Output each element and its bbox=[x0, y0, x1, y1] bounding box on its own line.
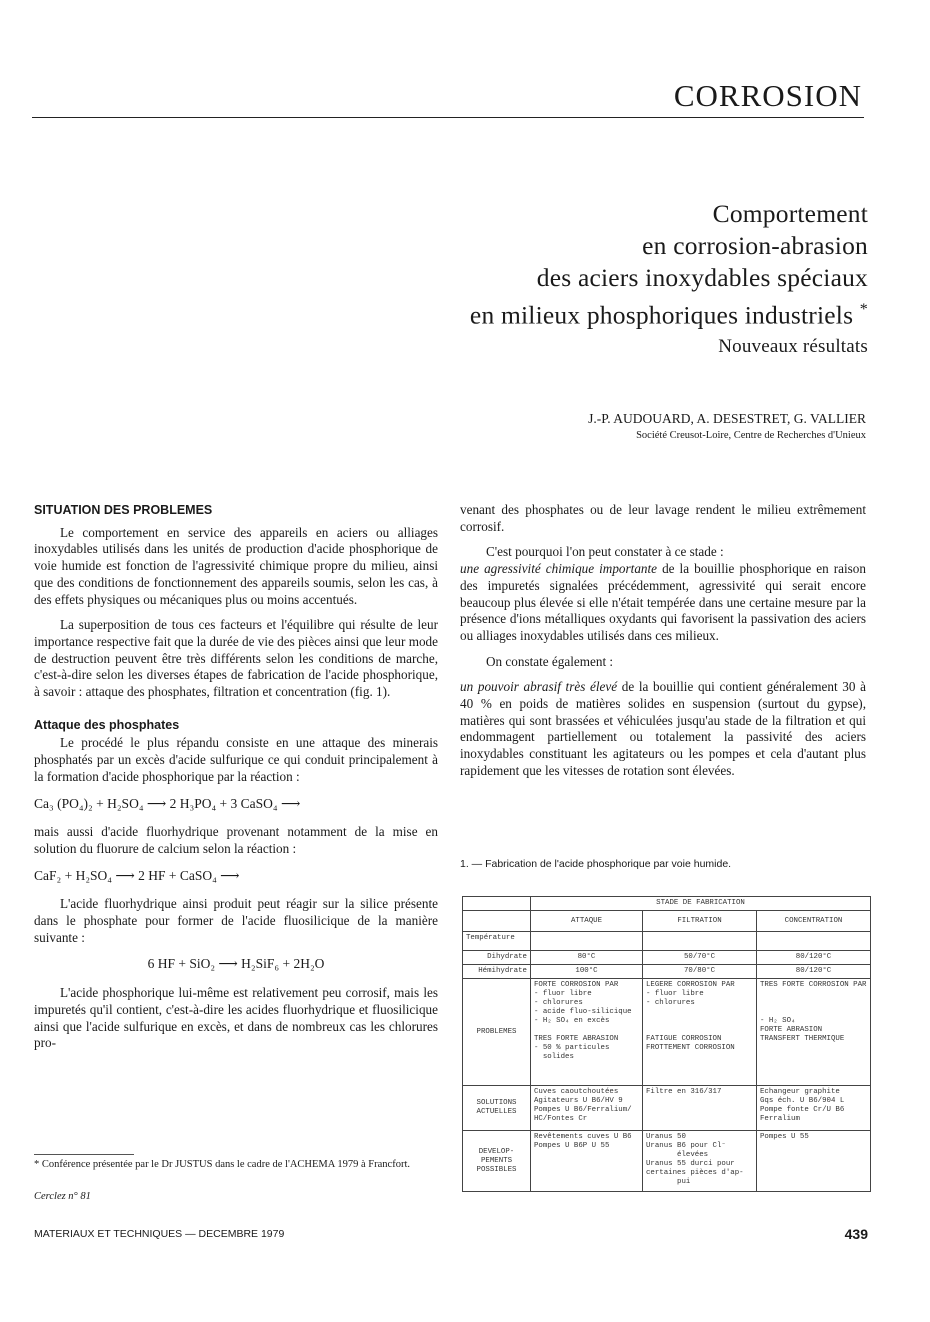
table-row-label: SOLUTIONS ACTUELLES bbox=[463, 1086, 531, 1131]
title-line-2: en corrosion-abrasion bbox=[642, 231, 868, 260]
title-star: * bbox=[859, 301, 868, 318]
table-cell: Cuves caoutchoutées Agitateurs U B6/HV 9 Pompes U B6/Ferralium/ HC/Fontes Cr bbox=[531, 1086, 643, 1131]
table-row bbox=[463, 1131, 871, 1192]
table-cell: LEGERE CORROSION PAR - fluor libre - chlorures FATIGUE CORROSION FROTTEMENT CORROSION bbox=[643, 979, 757, 1086]
table-cell: TRES FORTE CORROSION PAR - H₂ SO₄ FORTE ABRASION TRANSFERT THERMIQUE bbox=[757, 979, 871, 1086]
table-cell: Echangeur graphite Gqs éch. U B6/904 L Pompe fonte Cr/U B6 Ferralium bbox=[757, 1086, 871, 1131]
table-header: CONCENTRATION bbox=[757, 911, 871, 932]
title-line-4: en milieux phosphoriques industriels * bbox=[469, 300, 868, 330]
table-cell: FORTE CORROSION PAR - fluor libre - chlorures - acide fluo-silicique - H₂ SO₄ en excès TRES FORTE ABRASION - 50 % particules solides bbox=[531, 979, 643, 1086]
table-row bbox=[463, 897, 871, 911]
table-cell: 80/120°C bbox=[757, 951, 871, 965]
table-cell bbox=[463, 897, 531, 911]
section-header: CORROSION bbox=[673, 78, 862, 113]
right-column bbox=[460, 502, 866, 789]
table-cell: Revêtements cuves U B6 Pompes U B6P U 55 bbox=[531, 1131, 643, 1192]
table-row-label: PROBLEMES bbox=[463, 979, 531, 1086]
table-cell: 80°C bbox=[531, 951, 643, 965]
paragraph: mais aussi d'acide fluorhydrique provenant notamment de la mise en solution du fluorure de calcium selon la réaction : bbox=[34, 824, 438, 856]
paragraph: C'est pourquoi l'on peut constater à ce stade : bbox=[486, 544, 724, 560]
table-cell: Pompes U 55 bbox=[757, 1131, 871, 1192]
journal-footer: MATERIAUX ET TECHNIQUES — DECEMBRE 1979 bbox=[34, 1228, 285, 1240]
paragraph: L'acide fluorhydrique ainsi produit peut réagir sur la silice présente dans le phosphate pour former de l'acide fluosilicique de la manière suivante : bbox=[34, 896, 438, 945]
figure-table bbox=[462, 896, 871, 1192]
page-number: 439 bbox=[844, 1226, 868, 1242]
title-line-3: des aciers inoxydables spéciaux bbox=[536, 263, 868, 292]
table-row-label: Hémihydrate bbox=[463, 965, 531, 979]
footnote-rule bbox=[34, 1154, 134, 1155]
table-cell: 100°C bbox=[531, 965, 643, 979]
equation-3: 6 HF + SiO₂ ⟶ H₂SiF₆ + 2H₂O bbox=[147, 956, 325, 972]
paragraph: On constate également : bbox=[486, 653, 614, 669]
table-header: ATTAQUE bbox=[531, 911, 643, 932]
paragraph: La superposition de tous ces facteurs et l'équilibre qui résulte de leur importance respective fait que la durée de vie des pièces ainsi que leur mode de destruction peuvent être très différents selon les conditions de marche, c'est-à-dire selon les diverses étapes de fabrication de l'acide phosphorique, à savoir : attaque des phosphates, filtration et concentration (fig. 1). bbox=[34, 617, 438, 700]
table-cell bbox=[643, 932, 757, 951]
paragraph: une agressivité chimique importante de la bouillie phosphorique en raison des impuretés signalées précédemment, agressivité qui serait encore beaucoup plus élevée si elle n'était tempérée dans une certaine mesure par la présence d'ions métalliques oxydants qui favorisent la passivation des aciers ou alliages inoxydables utilisés dans ces milieux. bbox=[460, 561, 866, 643]
table-cell bbox=[757, 932, 871, 951]
equation-1: Ca₃ (PO₄)₂ + H₂SO₄ ⟶ 2 H₃PO₄ + 3 CaSO₄ ⟶ bbox=[34, 795, 301, 811]
header-rule bbox=[32, 117, 864, 118]
table-cell bbox=[531, 932, 643, 951]
table-row-label: DEVELOP- PEMENTS POSSIBLES bbox=[463, 1131, 531, 1192]
table-row-label: Température bbox=[463, 932, 531, 951]
table-row bbox=[463, 932, 871, 951]
table-row bbox=[463, 965, 871, 979]
table-header: STADE DE FABRICATION bbox=[531, 897, 871, 911]
table-cell: 70/80°C bbox=[643, 965, 757, 979]
paragraph: venant des phosphates ou de leur lavage rendent le milieu extrêmement corrosif. bbox=[460, 502, 866, 534]
footnote: * Conférence présentée par le Dr JUSTUS dans le cadre de l'ACHEMA 1979 à Francfort. bbox=[34, 1159, 410, 1170]
paragraph: Le comportement en service des appareils en aciers ou alliages inoxydables utilisés dans les unités de production d'acide phosphorique de voie humide est fonction de l'agressivité chimique propre du milieu, ainsi que des conditions de fonctionnement des appareils soumis, selon les cas, à des effets physiques ou mécaniques plus ou moins accentués. bbox=[34, 524, 438, 607]
sub-heading: Attaque des phosphates bbox=[34, 717, 180, 732]
equation-2: CaF₂ + H₂SO₄ ⟶ 2 HF + CaSO₄ ⟶ bbox=[34, 867, 240, 883]
cerclez-note: Cerclez n° 81 bbox=[34, 1191, 91, 1202]
table-cell: Filtre en 316/317 bbox=[643, 1086, 757, 1131]
table-cell bbox=[463, 911, 531, 932]
table-cell: Uranus 50 Uranus B6 pour Cl⁻ élevées Uranus 55 durci pour certaines pièces d'ap- pui bbox=[643, 1131, 757, 1192]
table-row-label: Dihydrate bbox=[463, 951, 531, 965]
figure-caption: 1. — Fabrication de l'acide phosphorique par voie humide. bbox=[460, 858, 732, 870]
section-heading: SITUATION DES PROBLEMES bbox=[34, 503, 213, 517]
paragraph: un pouvoir abrasif très élevé de la bouillie qui contient généralement 30 à 40 % en poids de matières solides en suspension (surtout du gypse), matières qui sont brassées et véhiculées jusqu'au stade de la filtration et qui endommagent partiellement ou totalement la passivité des aciers inoxydables constituant les agitateurs ou les pompes et cela d'autant plus rapidement que les vitesses de rotation sont élevées. bbox=[460, 679, 866, 778]
author-block bbox=[588, 410, 866, 444]
table-cell: 80/120°C bbox=[757, 965, 871, 979]
table-row bbox=[463, 911, 871, 932]
table-header: FILTRATION bbox=[643, 911, 757, 932]
author-affiliation: Société Creusot-Loire, Centre de Recherches d'Unieux bbox=[636, 430, 866, 441]
paragraph: Le procédé le plus répandu consiste en une attaque des minerais phosphatés par un excès d'acide sulfurique ce qui conduit principalement à la formation d'acide phosphorique par la réaction : bbox=[34, 735, 438, 784]
subtitle: Nouveaux résultats bbox=[718, 335, 868, 357]
table-cell: 50/70°C bbox=[643, 951, 757, 965]
title-line-1: Comportement bbox=[712, 199, 868, 228]
paragraph: L'acide phosphorique lui-même est relativement peu corrosif, mais les impuretés qu'il contient, c'est-à-dire les acides fluorhydrique et fluosilicique ainsi que l'acide sulfurique en excès, et dans de nombreux cas les chlorures pro- bbox=[34, 985, 438, 1051]
table-row bbox=[463, 951, 871, 965]
article-title bbox=[470, 198, 868, 362]
table-row bbox=[463, 1086, 871, 1131]
left-column bbox=[34, 502, 438, 1061]
author-names: J.-P. AUDOUARD, A. DESESTRET, G. VALLIER bbox=[588, 411, 866, 426]
table-row bbox=[463, 979, 871, 1086]
